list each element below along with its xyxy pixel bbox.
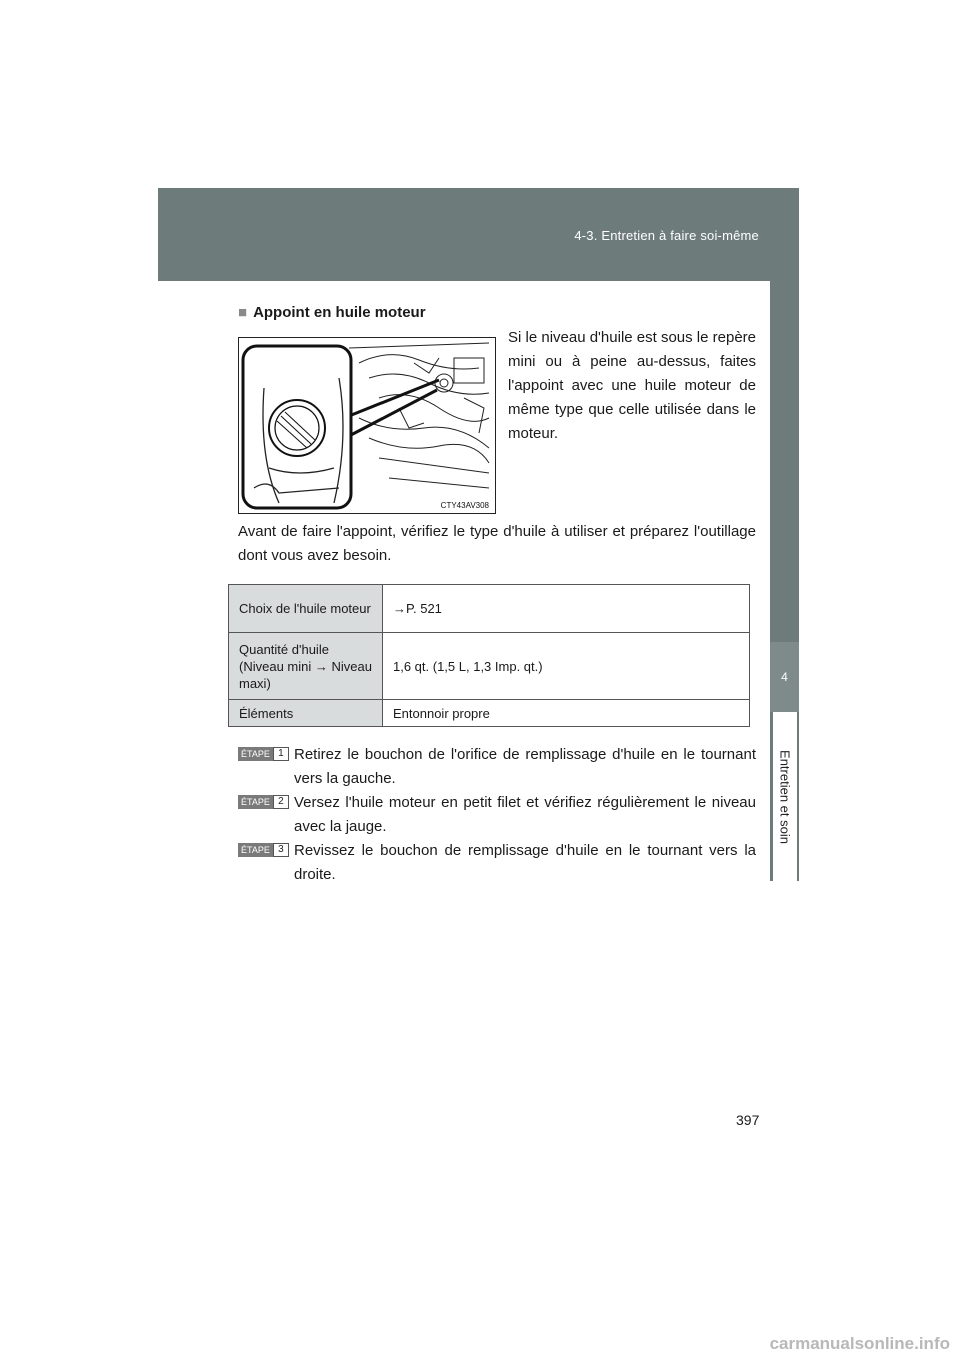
table-label: Choix de l'huile moteur [229, 585, 383, 633]
figure-code: CTY43AV308 [440, 501, 489, 510]
side-chapter-number: 4 [770, 642, 799, 712]
page-number: 397 [736, 1112, 760, 1128]
section-title [238, 304, 426, 321]
square-bullet-icon: ■ [238, 304, 248, 321]
step-tag: ÉTAPE [238, 843, 273, 857]
step-badge [238, 795, 289, 809]
step-tag: ÉTAPE [238, 747, 273, 761]
step-badge [238, 843, 289, 857]
table-label: Éléments [229, 700, 383, 727]
table-value: 1,6 qt. (1,5 L, 1,3 Imp. qt.) [383, 633, 750, 700]
specification-table [228, 584, 750, 727]
step-badge [238, 747, 289, 761]
engine-bay-drawing [239, 338, 495, 513]
table-row [229, 633, 750, 700]
table-row [229, 585, 750, 633]
step-number: 1 [273, 747, 289, 761]
engine-oil-cap-illustration [238, 337, 496, 514]
table-value: Entonnoir propre [383, 700, 750, 727]
step-item [238, 791, 756, 839]
step-number: 2 [273, 795, 289, 809]
chapter-section-title: 4-3. Entretien à faire soi-même [574, 228, 759, 243]
section-title-text: Appoint en huile moteur [253, 304, 426, 321]
step-text: Revissez le bouchon de remplissage d'huile en le tournant vers la droite. [294, 842, 756, 883]
side-chapter-label: Entretien et soin [777, 749, 793, 844]
step-text: Retirez le bouchon de l'orifice de remplissage d'huile en le tournant vers la gauche. [294, 746, 756, 787]
step-list [238, 743, 756, 887]
intro-text: Si le niveau d'huile est sous le repère mini ou à peine au-dessus, faites l'appoint avec une huile moteur de même type que celle utilisée dans le moteur. [508, 329, 757, 442]
step-item [238, 743, 756, 791]
side-chapter-label-box [773, 712, 797, 881]
table-value: →P. 521 [383, 585, 750, 633]
side-chapter-tab [770, 281, 799, 881]
table-row [229, 700, 750, 727]
preparation-paragraph: Avant de faire l'appoint, vérifiez le type d'huile à utiliser et préparez l'outillage dont vous avez besoin. [238, 523, 756, 564]
step-number: 3 [273, 843, 289, 857]
table-label: Quantité d'huile (Niveau mini → Niveau maxi) [229, 633, 383, 700]
step-tag: ÉTAPE [238, 795, 273, 809]
watermark-link[interactable]: carmanualsonline.info [769, 1334, 950, 1353]
chapter-header [158, 188, 799, 281]
step-item [238, 839, 756, 887]
step-text: Versez l'huile moteur en petit filet et vérifiez régulièrement le niveau avec la jauge. [294, 794, 756, 835]
